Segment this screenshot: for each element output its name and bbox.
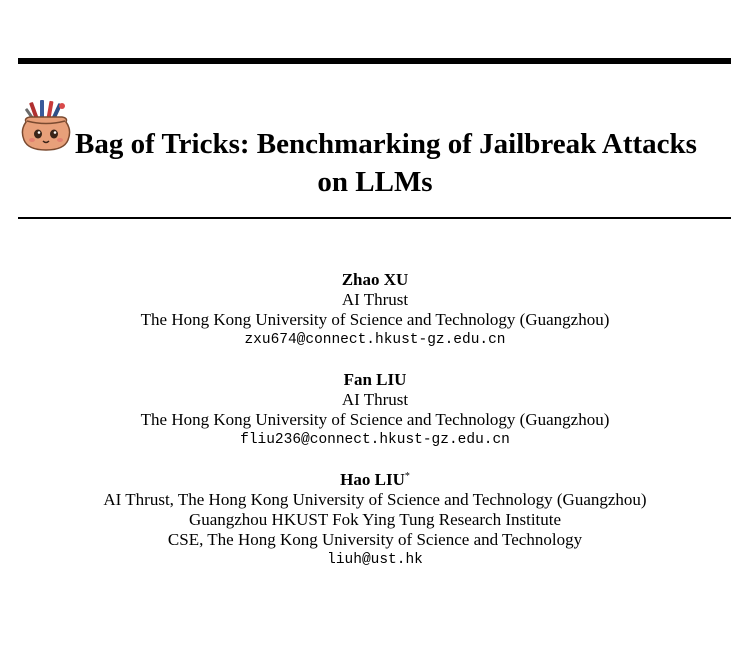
- author-email: liuh@ust.hk: [327, 552, 423, 568]
- author-block: [0, 270, 750, 350]
- author-name: Fan LIU: [343, 370, 407, 389]
- author-email: zxu674@connect.hkust-gz.edu.cn: [244, 332, 506, 348]
- title-line-1: Bag of Tricks: Benchmarking of Jailbreak Attacks: [75, 128, 697, 160]
- author-affiliation: AI Thrust: [341, 390, 409, 409]
- author-affiliation: CSE, The Hong Kong University of Science and Technology: [167, 530, 583, 549]
- author-affiliation: The Hong Kong University of Science and Technology (Guangzhou): [140, 310, 610, 329]
- author-affiliation: AI Thrust, The Hong Kong University of Science and Technology (Guangzhou): [103, 490, 647, 509]
- author-affiliation: AI Thrust: [341, 290, 409, 309]
- bottom-rule: [18, 217, 731, 219]
- author-list: [0, 270, 750, 570]
- corresponding-author-mark: *: [404, 471, 410, 482]
- author-name: Hao LIU: [340, 470, 405, 489]
- author-name-row: [0, 470, 750, 490]
- author-affiliation: The Hong Kong University of Science and Technology (Guangzhou): [140, 410, 610, 429]
- top-rule: [18, 58, 731, 64]
- author-block: [0, 470, 750, 570]
- title-line-2: on LLMs: [317, 166, 433, 198]
- author-affiliation: Guangzhou HKUST Fok Ying Tung Research Institute: [188, 510, 562, 529]
- paper-title: [0, 124, 750, 204]
- author-email: fliu236@connect.hkust-gz.edu.cn: [240, 432, 510, 448]
- author-name: Zhao XU: [341, 270, 409, 289]
- author-block: [0, 370, 750, 450]
